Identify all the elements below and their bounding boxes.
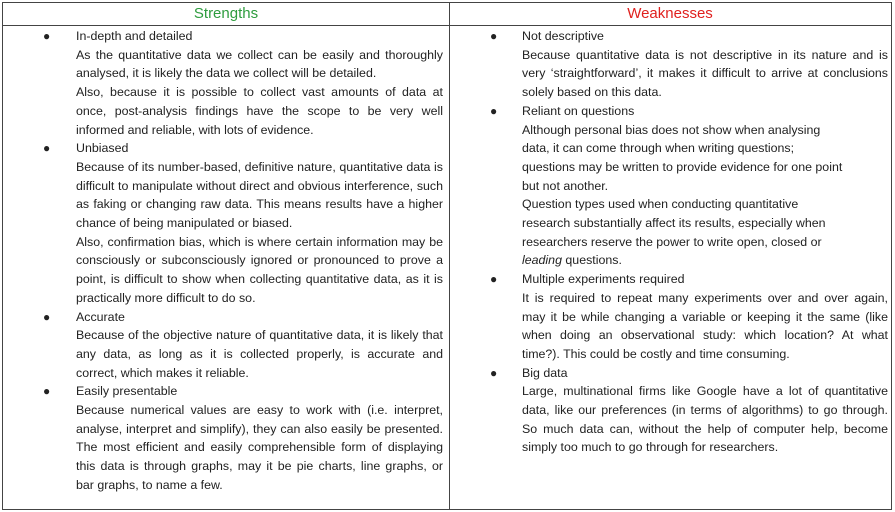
item-paragraph: Also, confirmation bias, which is where certain information may be consciously or subconsciously ignored or pronounced to prove a point, is difficult to show when collecting quantitative data, as it is practically more difficult to do so. <box>76 234 443 305</box>
comparison-table <box>2 2 892 510</box>
bullet-icon: ● <box>490 365 498 380</box>
item-paragraph: Because of its number-based, definitive nature, quantitative data is difficult to manipulate without direct and obvious interference, such as faking or changing raw data. This means results have a higher chance of being manipulated or biased. <box>76 159 443 231</box>
strength-item <box>3 308 443 383</box>
item-title: Easily presentable <box>76 384 178 399</box>
item-paragraph: Large, multinational firms like Google have a lot of quantitative data, like our preferences (in terms of algorithms) to go through. So much data can, without the help of computer help, become simply too much to go through for researchers. <box>522 384 888 455</box>
weaknesses-column <box>450 27 888 457</box>
item-title: Not descriptive <box>522 29 604 43</box>
strength-item <box>3 27 443 139</box>
item-paragraph <box>522 195 888 270</box>
item-paragraph: Because numerical values are easy to work with (i.e. interpret, analyse, interpret and simplify), they can also easily be presented. The most efficient and easily comprehensible form of displaying this data is through graphs, may it be pie charts, line graphs, or bar graphs, to name a few. <box>76 403 443 492</box>
bullet-icon: ● <box>43 384 51 399</box>
item-title: Big data <box>522 365 568 380</box>
strength-item <box>3 139 443 307</box>
emphasis-text: leading <box>522 253 562 268</box>
item-title: Unbiased <box>76 141 129 156</box>
bullet-icon: ● <box>43 141 51 156</box>
weakness-item <box>450 270 888 364</box>
weakness-item <box>450 364 888 458</box>
item-title: Multiple experiments required <box>522 272 685 287</box>
paragraph-text: Question types used when conducting quantitative research substantially affect its results, especially when researchers reserve the power to write open, closed or <box>522 197 826 249</box>
paragraph-text-end: questions. <box>561 253 622 268</box>
item-paragraph: Because quantitative data is not descriptive in its nature and is very ‘straightforward’, it makes it difficult to arrive at conclusions solely based on this data. <box>522 47 888 100</box>
item-title: In-depth and detailed <box>76 29 193 43</box>
bullet-icon: ● <box>490 272 498 287</box>
header-divider <box>3 25 891 26</box>
strength-item <box>3 382 443 494</box>
bullet-icon: ● <box>490 103 498 118</box>
item-title: Accurate <box>76 309 125 324</box>
bullet-icon: ● <box>43 309 51 324</box>
weakness-item <box>450 27 888 102</box>
bullet-icon: ● <box>490 29 498 43</box>
item-title: Reliant on questions <box>522 103 635 118</box>
item-paragraph: Also, because it is possible to collect vast amounts of data at once, post-analysis findings have the scope to be very well informed and reliable, with lots of evidence. <box>76 85 443 137</box>
weakness-item <box>450 102 888 270</box>
strengths-list <box>3 27 443 495</box>
item-paragraph: As the quantitative data we collect can be easily and thoroughly analysed, it is likely the data we collect will be detailed. <box>76 47 443 81</box>
weaknesses-header: Weaknesses <box>627 5 713 22</box>
item-paragraph: Although personal bias does not show when analysing data, it can come through when writing questions; questions may be written to provide evidence for one point but not another. <box>522 122 843 193</box>
bullet-icon: ● <box>43 29 51 43</box>
strengths-column <box>3 27 443 495</box>
strengths-header: Strengths <box>193 5 259 22</box>
weaknesses-list <box>450 27 888 457</box>
item-paragraph: It is required to repeat many experiments over and over again, may it be while changing a variable or keeping it the same (like when doing an observational study: which location? At what time?). This could be costly and time consuming. <box>522 290 888 361</box>
item-paragraph: Because of the objective nature of quantitative data, it is likely that any data, as long as it is collected properly, is accurate and correct, which makes it reliable. <box>76 328 443 380</box>
